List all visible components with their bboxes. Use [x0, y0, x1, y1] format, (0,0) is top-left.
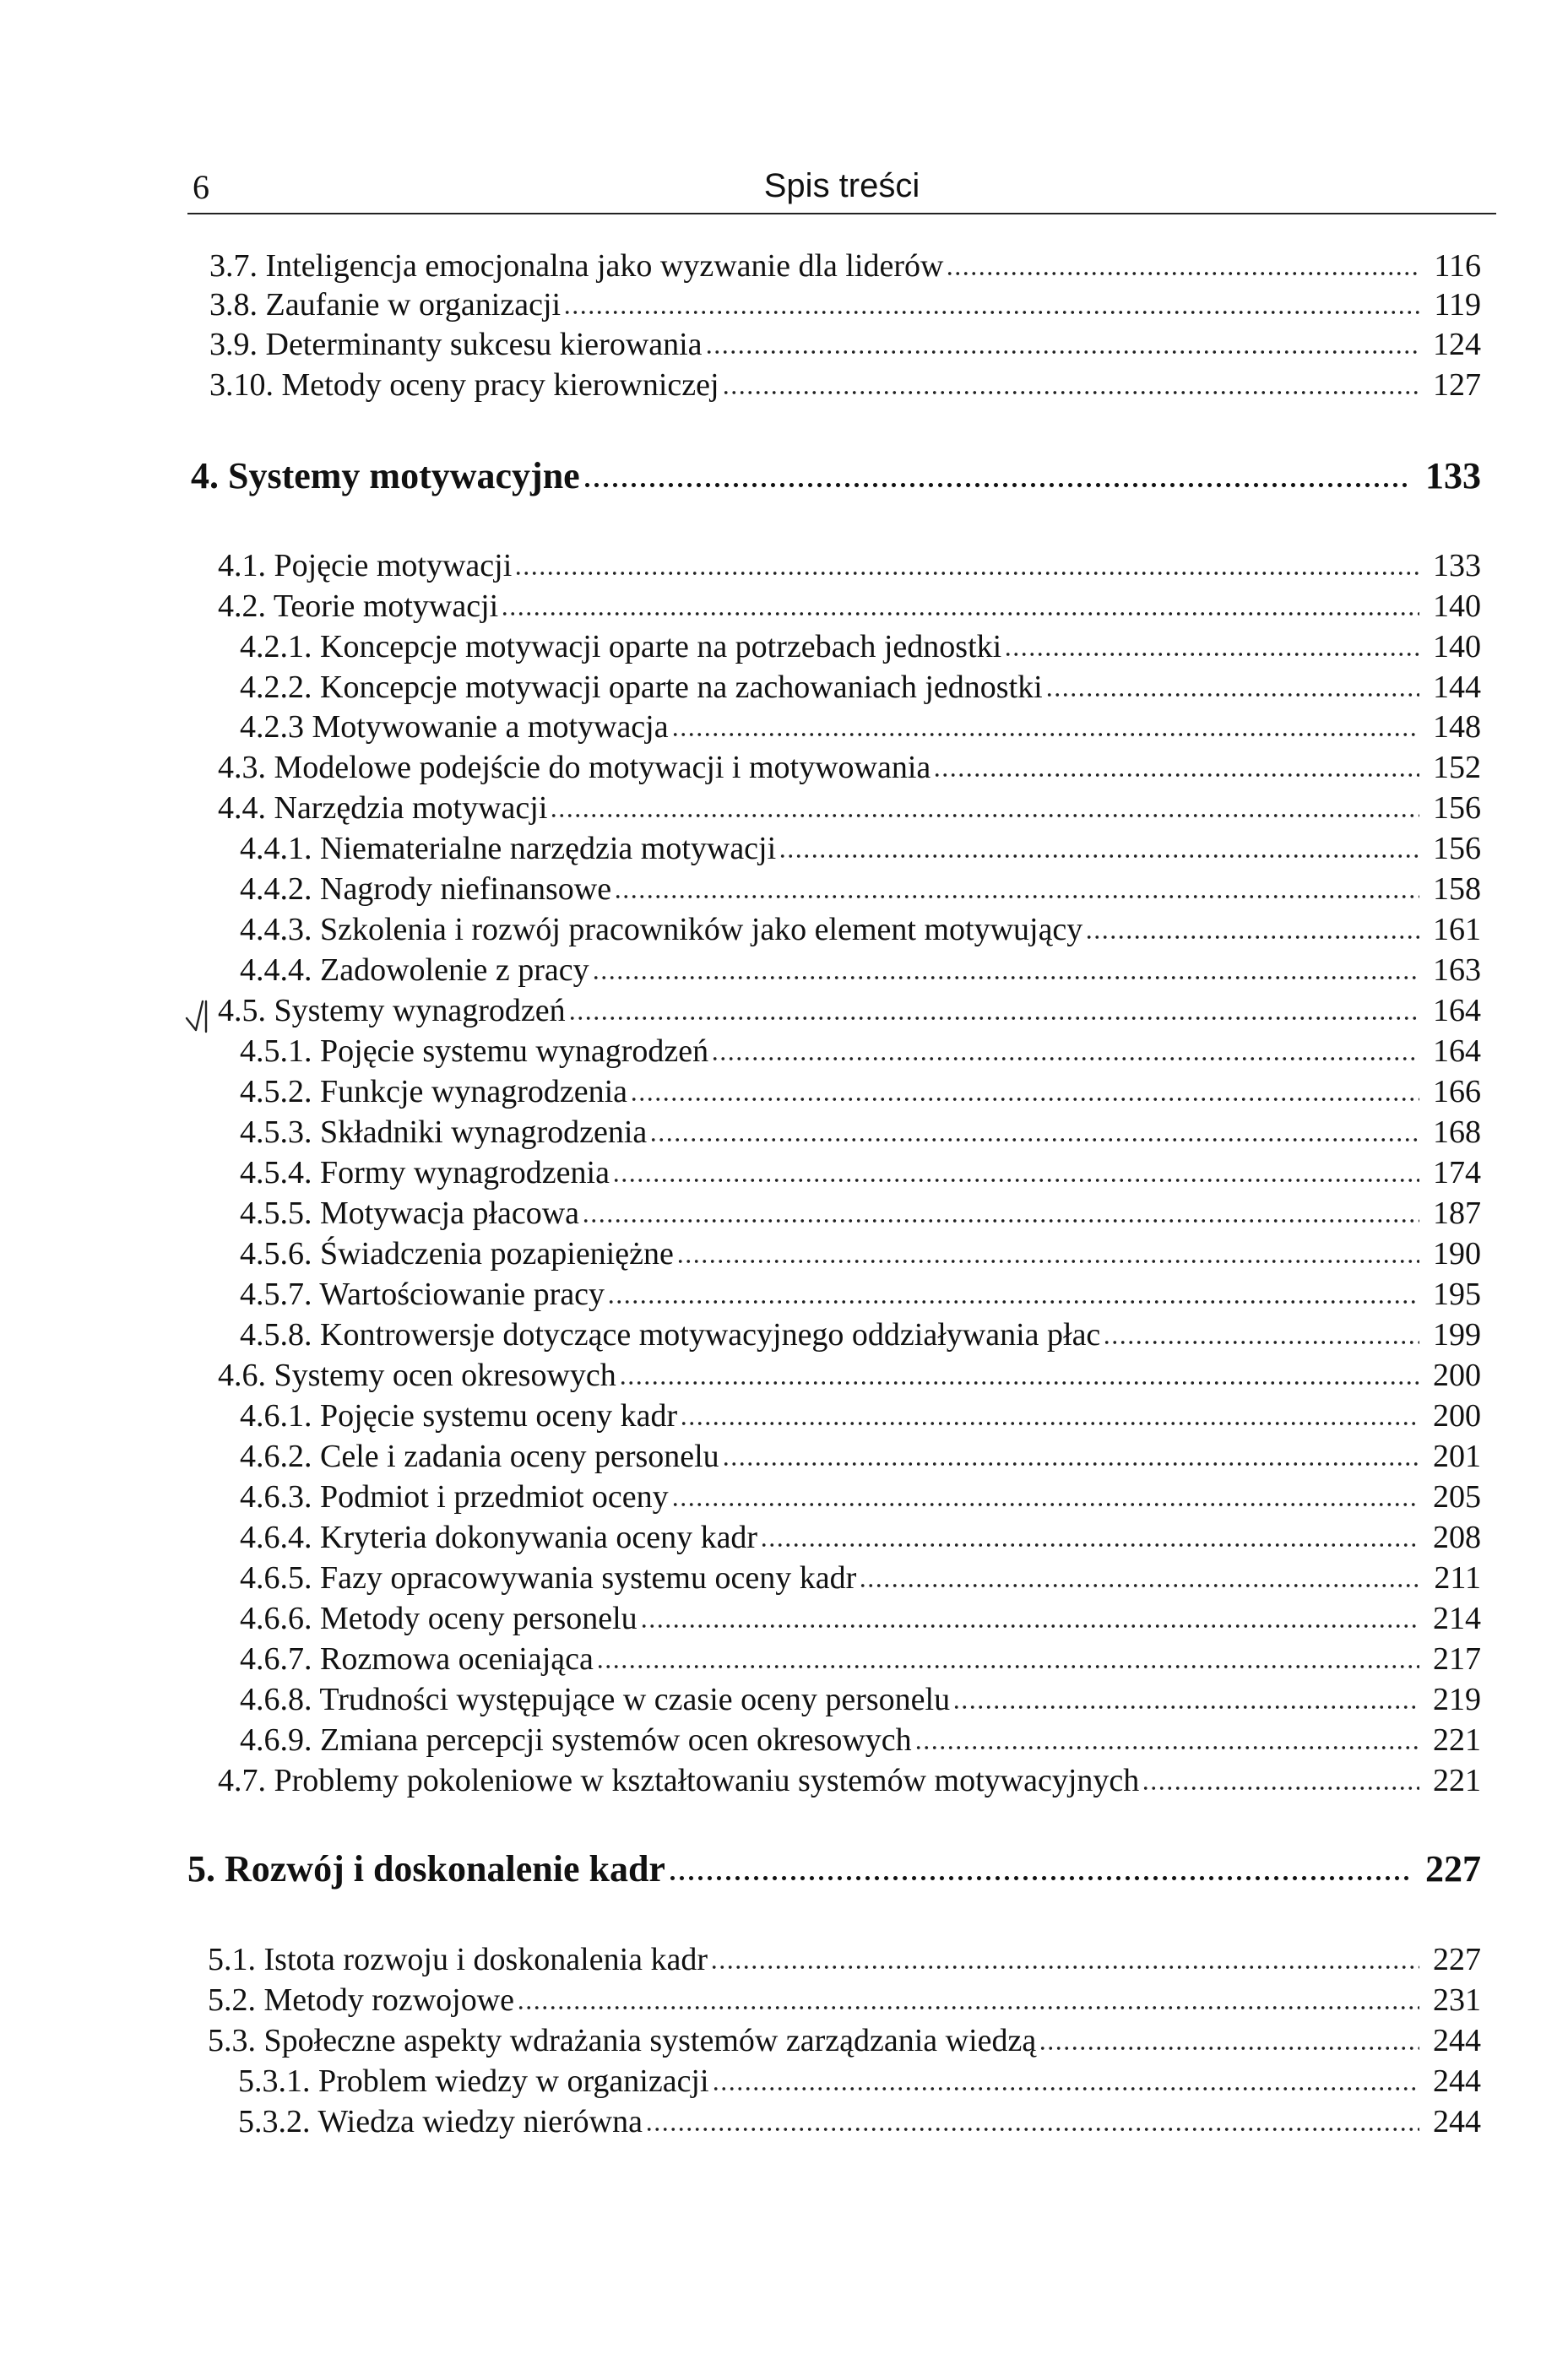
dot-leader [1045, 692, 1419, 697]
toc-entry-4-3[interactable] [218, 748, 1481, 787]
toc-page-number: 214 [1433, 1601, 1481, 1636]
toc-entry-title: 5.3.1. Problem wiedzy w organizacji [238, 2063, 709, 2099]
toc-entry-title: 5.2. Metody rozwojowe [208, 1982, 515, 2018]
toc-entry-title: 4.6.5. Fazy opracowywania systemu oceny kadr [240, 1560, 857, 1596]
toc-page-number: 156 [1433, 831, 1481, 866]
dot-leader [640, 1624, 1419, 1629]
toc-page-number: 200 [1433, 1398, 1481, 1434]
dot-leader [630, 1097, 1419, 1102]
toc-page-number: 244 [1433, 2104, 1481, 2139]
dot-leader [680, 1421, 1419, 1426]
toc-entry-title: 4.6.8. Trudności występujące w czasie oceny personelu [240, 1682, 951, 1717]
toc-page-number: 166 [1433, 1074, 1481, 1109]
toc-entry-4-5-8[interactable] [240, 1315, 1481, 1354]
page-number: 6 [193, 168, 209, 206]
toc-page-number: 163 [1433, 952, 1481, 988]
toc-entry-title: 4.2.1. Koncepcje motywacji oparte na potrzebach jednostki [240, 629, 1002, 664]
toc-entry-title: 4.4.2. Nagrody niefinansowe [240, 871, 612, 907]
toc-page-number: 133 [1433, 548, 1481, 583]
toc-entry-title: 4.4.3. Szkolenia i rozwój pracowników jako element motywujący [240, 912, 1083, 947]
toc-page-number: 164 [1433, 1033, 1481, 1069]
dot-leader [760, 1543, 1419, 1548]
dot-leader [517, 2005, 1419, 2010]
dot-leader [592, 975, 1419, 980]
toc-entry-4-6-1[interactable] [240, 1396, 1481, 1435]
dot-leader [583, 483, 1411, 488]
toc-entry-title: 4.6.4. Kryteria dokonywania oceny kadr [240, 1520, 758, 1555]
toc-entry-4-6-9[interactable] [240, 1721, 1481, 1760]
toc-entry-title: 5.3.2. Wiedza wiedzy nierówna [238, 2104, 643, 2139]
toc-entry-4-2-1[interactable] [240, 627, 1481, 666]
toc-entry-title: 4.2.2. Koncepcje motywacji oparte na zachowaniach jednostki [240, 670, 1043, 705]
toc-page-number: 164 [1433, 993, 1481, 1028]
toc-entry-title: 4.5.6. Świadczenia pozapieniężne [240, 1236, 674, 1272]
toc-page-number: 199 [1433, 1317, 1481, 1353]
dot-leader [1142, 1786, 1419, 1791]
dot-leader [614, 894, 1419, 899]
toc-entry-4-5-4[interactable] [240, 1153, 1481, 1192]
toc-page-number: 158 [1433, 871, 1481, 907]
toc-entry-5-3-2[interactable] [238, 2102, 1481, 2141]
toc-entry-4-5-3[interactable] [240, 1113, 1481, 1152]
toc-entry-3-9[interactable] [209, 325, 1481, 364]
dot-leader [779, 854, 1419, 859]
toc-entry-title: 4.6.7. Rozmowa oceniająca [240, 1641, 594, 1677]
dot-leader [676, 1259, 1419, 1264]
toc-entry-4-5[interactable] [218, 991, 1481, 1030]
dot-leader [722, 1461, 1419, 1467]
toc-page-number: 190 [1433, 1236, 1481, 1272]
toc-entry-4-5-2[interactable] [240, 1072, 1481, 1111]
toc-page-number: 140 [1433, 588, 1481, 624]
toc-page-number: 168 [1433, 1114, 1481, 1150]
dot-leader [596, 1664, 1419, 1669]
toc-entry-4-5-6[interactable] [240, 1234, 1481, 1273]
toc-entry-title: 4.5.7. Wartościowanie pracy [240, 1277, 605, 1312]
toc-page-number: 201 [1433, 1439, 1481, 1474]
toc-entry-title: 4.5.1. Pojęcie systemu wynagrodzeń [240, 1033, 709, 1069]
toc-entry-4-4[interactable] [218, 789, 1481, 827]
dot-leader [582, 1218, 1419, 1223]
toc-entry-4-6-8[interactable] [240, 1680, 1481, 1719]
dot-leader [1103, 1340, 1419, 1345]
dot-leader [1039, 2046, 1419, 2051]
toc-entry-4-7[interactable] [218, 1761, 1481, 1800]
toc-entry-title: 4.6.9. Zmiana percepcji systemów ocen okresowych [240, 1722, 912, 1758]
toc-entry-4-6[interactable] [218, 1356, 1481, 1395]
toc-chapter-title: 5. Rozwój i doskonalenie kadr [187, 1848, 665, 1890]
dot-leader [563, 310, 1419, 315]
toc-entry-5-1[interactable] [208, 1940, 1481, 1979]
toc-page-number: 127 [1433, 367, 1481, 403]
toc-page-number: 133 [1425, 455, 1481, 496]
toc-entry-title: 4.6.6. Metody oceny personelu [240, 1601, 638, 1636]
toc-entry-4-4-2[interactable] [240, 870, 1481, 908]
dot-leader [668, 1876, 1411, 1881]
toc-page-number: 119 [1434, 287, 1481, 323]
dot-leader [710, 1965, 1419, 1970]
toc-page-number: 124 [1433, 327, 1481, 362]
handwritten-check-mark [184, 998, 218, 1037]
toc-page-number: 200 [1433, 1358, 1481, 1393]
toc-entry-4-6-7[interactable] [240, 1640, 1481, 1678]
toc-page-number: 152 [1433, 750, 1481, 785]
dot-leader [671, 1502, 1419, 1507]
toc-page-number: 161 [1433, 912, 1481, 947]
dot-leader [722, 390, 1419, 395]
toc-entry-title: 4.4. Narzędzia motywacji [218, 790, 548, 826]
toc-page-number: 231 [1433, 1982, 1481, 2018]
toc-entry-4-1[interactable] [218, 546, 1481, 585]
toc-entry-title: 4.4.4. Zadowolenie z pracy [240, 952, 589, 988]
toc-entry-4-5-7[interactable] [240, 1275, 1481, 1314]
running-title: Spis treści [763, 167, 920, 204]
toc-page-number: 140 [1433, 629, 1481, 664]
toc-page-number: 219 [1433, 1682, 1481, 1717]
dot-leader [501, 611, 1419, 616]
toc-entry-4-6-6[interactable] [240, 1599, 1481, 1638]
dot-leader [612, 1178, 1419, 1183]
toc-entry-4-6-5[interactable] [240, 1559, 1481, 1597]
toc-entry-4-6-2[interactable] [240, 1437, 1481, 1476]
toc-chapter-4[interactable] [191, 454, 1481, 498]
dot-leader [1085, 935, 1419, 940]
toc-entry-4-2-2[interactable] [240, 668, 1481, 707]
toc-page-number: 187 [1433, 1196, 1481, 1231]
dot-leader [649, 1137, 1419, 1142]
toc-page-number: 227 [1425, 1848, 1481, 1890]
toc-page-number: 174 [1433, 1155, 1481, 1190]
toc-entry-title: 4.5.8. Kontrowersje dotyczące motywacyjnego oddziaływania płac [240, 1317, 1101, 1353]
toc-entry-title: 5.1. Istota rozwoju i doskonalenia kadr [208, 1942, 708, 1977]
toc-entry-title: 4.4.1. Niematerialne narzędzia motywacji [240, 831, 777, 866]
toc-page-number: 211 [1434, 1560, 1481, 1596]
dot-leader [914, 1745, 1419, 1750]
dot-leader [550, 813, 1419, 818]
toc-chapter-title: 4. Systemy motywacyjne [191, 455, 580, 496]
toc-page-number: 205 [1433, 1479, 1481, 1515]
dot-leader [671, 732, 1419, 737]
dot-leader [952, 1705, 1419, 1710]
dot-leader [514, 571, 1419, 576]
toc-page-number: 244 [1433, 2063, 1481, 2099]
toc-entry-4-2-3[interactable] [240, 708, 1481, 746]
toc-page-number: 217 [1433, 1641, 1481, 1677]
toc-page-number: 148 [1433, 709, 1481, 745]
toc-entry-4-4-3[interactable] [240, 910, 1481, 949]
toc-entry-title: 4.2.3 Motywowanie a motywacja [240, 709, 669, 745]
toc-entry-title: 3.7. Inteligencja emocjonalna jako wyzwanie dla liderów [209, 248, 944, 284]
running-head [187, 165, 1496, 214]
toc-entry-title: 3.8. Zaufanie w organizacji [209, 287, 562, 323]
toc-entry-title: 4.1. Pojęcie motywacji [218, 548, 513, 583]
toc-page-number: 195 [1433, 1277, 1481, 1312]
toc-entry-5-3[interactable] [208, 2021, 1481, 2060]
toc-entry-title: 4.2. Teorie motywacji [218, 588, 499, 624]
dot-leader [933, 773, 1419, 778]
toc-page-number: 208 [1433, 1520, 1481, 1555]
dot-leader [619, 1380, 1419, 1385]
toc-entry-title: 5.3. Społeczne aspekty wdrażania systemów zarządzania wiedzą [208, 2023, 1037, 2058]
toc-page-number: 227 [1433, 1942, 1481, 1977]
toc-entry-4-4-4[interactable] [240, 951, 1481, 990]
toc-entry-title: 4.6.1. Pojęcie systemu oceny kadr [240, 1398, 678, 1434]
toc-entry-4-5-1[interactable] [240, 1032, 1481, 1071]
dot-leader [568, 1016, 1419, 1021]
toc-entry-title: 4.6.2. Cele i zadania oceny personelu [240, 1439, 719, 1474]
toc-page-number: 156 [1433, 790, 1481, 826]
toc-page-number: 221 [1433, 1763, 1481, 1798]
toc-entry-title: 4.5.3. Składniki wynagrodzenia [240, 1114, 648, 1150]
toc-entry-4-2[interactable] [218, 587, 1481, 626]
toc-entry-title: 4.5. Systemy wynagrodzeń [218, 993, 566, 1028]
dot-leader [1004, 652, 1419, 657]
toc-entry-title: 3.10. Metody oceny pracy kierowniczej [209, 367, 719, 403]
toc-entry-3-10[interactable] [209, 366, 1481, 404]
toc-entry-4-5-5[interactable] [240, 1194, 1481, 1233]
dot-leader [712, 2086, 1419, 2091]
toc-entry-5-2[interactable] [208, 1981, 1481, 2020]
toc-entry-5-3-1[interactable] [238, 2062, 1481, 2101]
toc-entry-title: 4.5.5. Motywacja płacowa [240, 1196, 580, 1231]
toc-entry-4-6-3[interactable] [240, 1478, 1481, 1516]
toc-page-number: 144 [1433, 670, 1481, 705]
dot-leader [705, 350, 1419, 355]
toc-page-number: 221 [1433, 1722, 1481, 1758]
toc-page-number: 244 [1433, 2023, 1481, 2058]
dot-leader [607, 1299, 1419, 1304]
toc-entry-3-8[interactable] [209, 285, 1481, 324]
toc-page-number: 116 [1434, 248, 1481, 284]
toc-chapter-5[interactable] [187, 1847, 1481, 1891]
dot-leader [859, 1583, 1419, 1588]
toc-entry-4-6-4[interactable] [240, 1518, 1481, 1557]
toc-entry-title: 4.7. Problemy pokoleniowe w kształtowaniu systemów motywacyjnych [218, 1763, 1140, 1798]
toc-entry-title: 4.3. Modelowe podejście do motywacji i motywowania [218, 750, 931, 785]
toc-entry-title: 4.6. Systemy ocen okresowych [218, 1358, 616, 1393]
toc-entry-title: 3.9. Determinanty sukcesu kierowania [209, 327, 703, 362]
toc-entry-title: 4.6.3. Podmiot i przedmiot oceny [240, 1479, 669, 1515]
toc-entry-title: 4.5.2. Funkcje wynagrodzenia [240, 1074, 628, 1109]
dot-leader [711, 1056, 1419, 1061]
dot-leader [645, 2127, 1419, 2132]
toc-entry-3-7[interactable] [209, 247, 1481, 285]
toc-entry-title: 4.5.4. Formy wynagrodzenia [240, 1155, 610, 1190]
toc-entry-4-4-1[interactable] [240, 829, 1481, 868]
dot-leader [946, 271, 1419, 276]
